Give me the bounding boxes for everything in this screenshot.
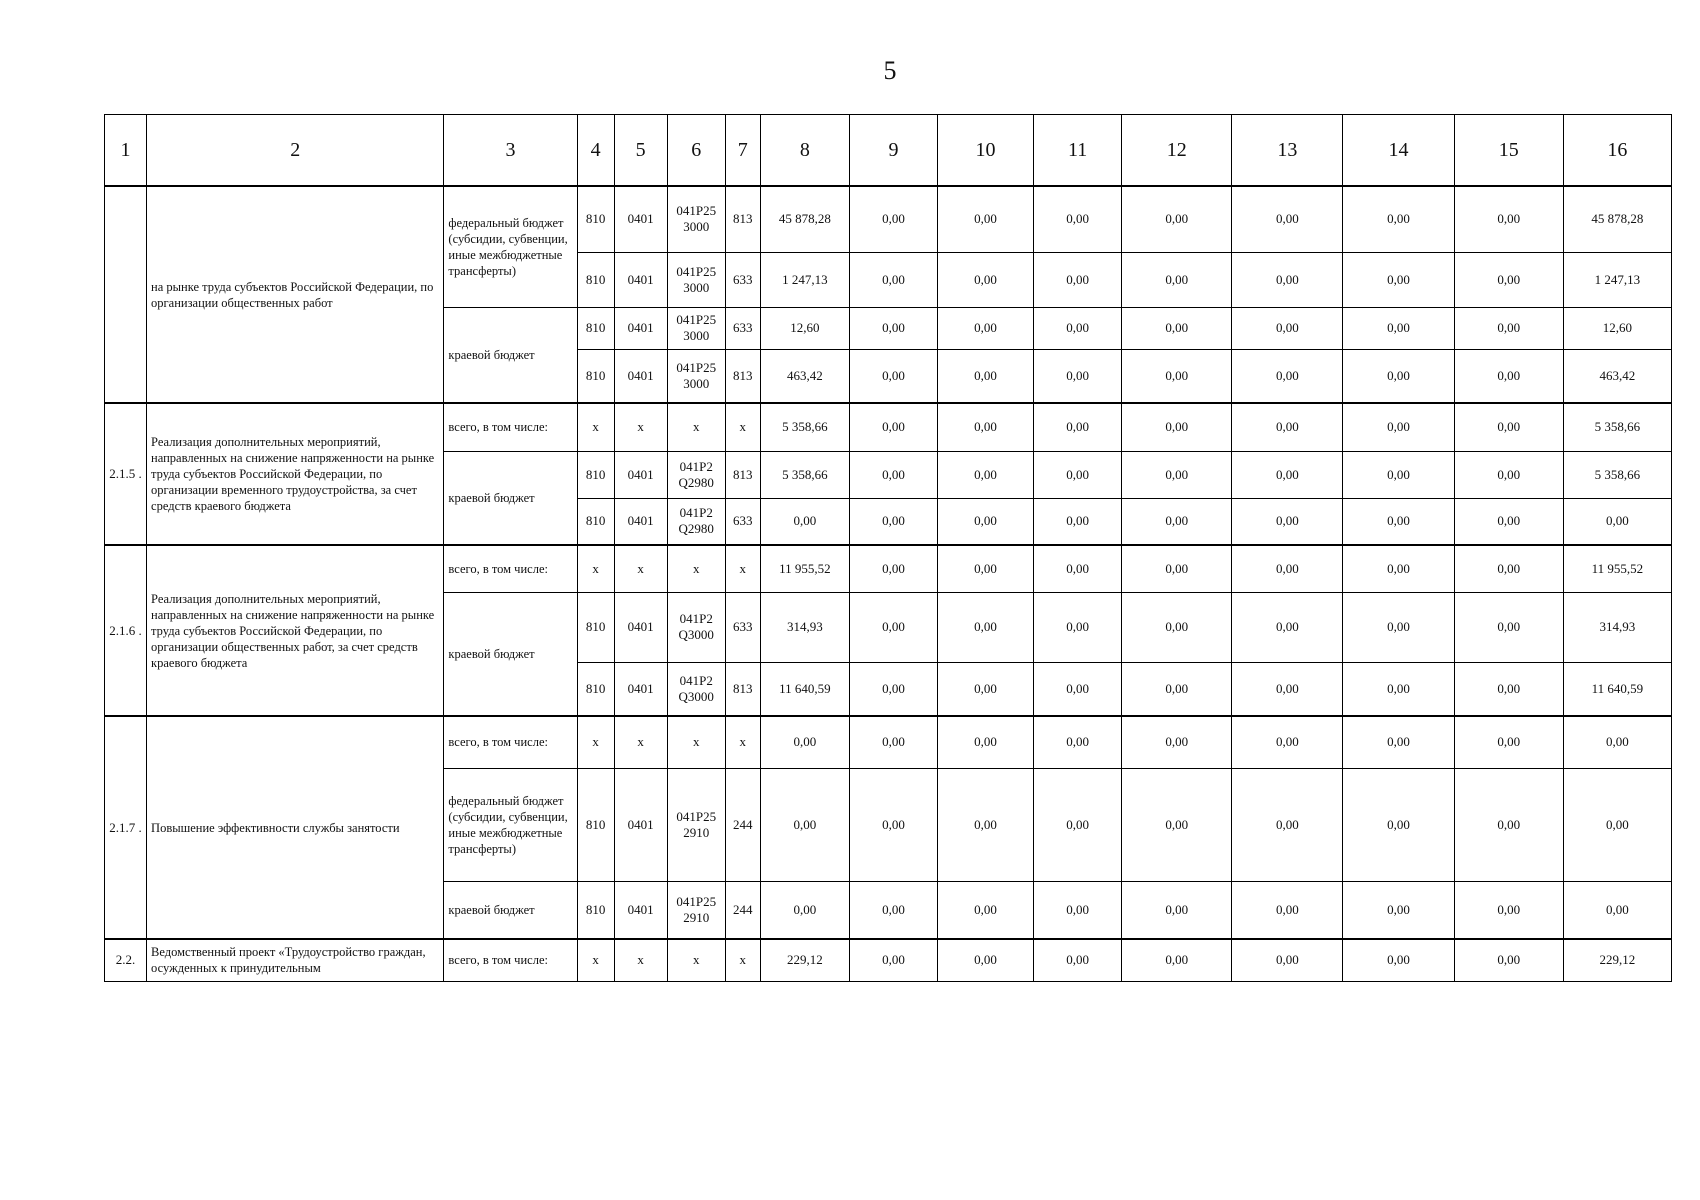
item-name: Реализация дополнительных мероприятий, направленных на снижение напряженности на рынке труда субъектов Российской Федерации, по организации общественных работ, за счет средств краевого бюджета — [147, 545, 444, 716]
amount-cell: 0,00 — [1122, 403, 1232, 451]
budget-code-5: x — [614, 716, 667, 768]
amount-cell: 0,00 — [1232, 939, 1343, 981]
amount-cell: 0,00 — [1034, 662, 1122, 716]
amount-cell: 0,00 — [1343, 252, 1454, 307]
amount-cell: 0,00 — [1343, 939, 1454, 981]
amount-cell: 0,00 — [1343, 349, 1454, 403]
amount-cell: 0,00 — [1232, 252, 1343, 307]
budget-code-4: 810 — [577, 307, 614, 349]
amount-cell: 11 955,52 — [760, 545, 849, 592]
amount-cell: 0,00 — [1343, 403, 1454, 451]
funding-source: краевой бюджет — [444, 881, 577, 939]
column-header: 5 — [614, 115, 667, 187]
item-name: Повышение эффективности службы занятости — [147, 716, 444, 939]
budget-code-5: 0401 — [614, 592, 667, 662]
budget-code-5: 0401 — [614, 498, 667, 545]
amount-cell: 0,00 — [1454, 403, 1563, 451]
amount-cell: 0,00 — [1343, 186, 1454, 252]
budget-code-6: x — [667, 403, 725, 451]
amount-cell: 0,00 — [1232, 592, 1343, 662]
amount-cell: 0,00 — [1232, 545, 1343, 592]
amount-cell: 0,00 — [1232, 498, 1343, 545]
budget-code-6: x — [667, 939, 725, 981]
amount-cell: 5 358,66 — [760, 403, 849, 451]
item-number: 2.1.5 . — [105, 403, 147, 545]
amount-cell: 0,00 — [1343, 545, 1454, 592]
amount-cell: 0,00 — [1343, 592, 1454, 662]
column-header: 11 — [1034, 115, 1122, 187]
amount-cell: 0,00 — [760, 881, 849, 939]
amount-cell: 11 955,52 — [1563, 545, 1671, 592]
item-number: 2.1.7 . — [105, 716, 147, 939]
item-name: на рынке труда субъектов Российской Федерации, по организации общественных работ — [147, 186, 444, 403]
column-header: 1 — [105, 115, 147, 187]
amount-cell: 0,00 — [1232, 349, 1343, 403]
budget-code-5: 0401 — [614, 186, 667, 252]
amount-cell: 0,00 — [1454, 768, 1563, 881]
amount-cell: 45 878,28 — [1563, 186, 1671, 252]
amount-cell: 0,00 — [849, 768, 937, 881]
budget-code-7: 633 — [725, 498, 760, 545]
budget-code-5: 0401 — [614, 662, 667, 716]
amount-cell: 0,00 — [849, 451, 937, 498]
column-header: 7 — [725, 115, 760, 187]
amount-cell: 0,00 — [938, 403, 1034, 451]
table-body — [105, 115, 1672, 982]
amount-cell: 0,00 — [1343, 451, 1454, 498]
amount-cell: 0,00 — [1454, 307, 1563, 349]
amount-cell: 0,00 — [1454, 451, 1563, 498]
amount-cell: 0,00 — [760, 716, 849, 768]
amount-cell: 0,00 — [1034, 716, 1122, 768]
budget-code-7: 813 — [725, 349, 760, 403]
amount-cell: 0,00 — [938, 881, 1034, 939]
amount-cell: 0,00 — [849, 403, 937, 451]
amount-cell: 11 640,59 — [760, 662, 849, 716]
column-header: 6 — [667, 115, 725, 187]
funding-source: всего, в том числе: — [444, 939, 577, 981]
amount-cell: 0,00 — [1034, 498, 1122, 545]
amount-cell: 0,00 — [1563, 716, 1671, 768]
column-header: 2 — [147, 115, 444, 187]
amount-cell: 0,00 — [1563, 881, 1671, 939]
amount-cell: 5 358,66 — [1563, 451, 1671, 498]
amount-cell: 0,00 — [1034, 403, 1122, 451]
amount-cell: 0,00 — [1122, 662, 1232, 716]
amount-cell: 314,93 — [1563, 592, 1671, 662]
amount-cell: 0,00 — [1034, 451, 1122, 498]
column-header: 10 — [938, 115, 1034, 187]
funding-source: краевой бюджет — [444, 307, 577, 403]
amount-cell: 0,00 — [1232, 186, 1343, 252]
amount-cell: 0,00 — [1343, 662, 1454, 716]
budget-code-6: 041P25 3000 — [667, 307, 725, 349]
amount-cell: 1 247,13 — [1563, 252, 1671, 307]
amount-cell: 0,00 — [1122, 545, 1232, 592]
item-name: Ведомственный проект «Трудоустройство граждан, осужденных к принудительным — [147, 939, 444, 981]
budget-code-4: x — [577, 716, 614, 768]
amount-cell: 0,00 — [1034, 252, 1122, 307]
budget-code-7: 244 — [725, 768, 760, 881]
amount-cell: 11 640,59 — [1563, 662, 1671, 716]
item-number: 2.2. — [105, 939, 147, 981]
budget-table — [104, 114, 1672, 982]
amount-cell: 0,00 — [938, 307, 1034, 349]
amount-cell: 0,00 — [849, 545, 937, 592]
amount-cell: 0,00 — [938, 349, 1034, 403]
funding-source: всего, в том числе: — [444, 716, 577, 768]
amount-cell: 0,00 — [1232, 662, 1343, 716]
budget-code-6: x — [667, 545, 725, 592]
amount-cell: 0,00 — [1232, 881, 1343, 939]
funding-source: федеральный бюджет (субсидии, субвенции, иные межбюджетные трансферты) — [444, 186, 577, 307]
budget-code-4: 810 — [577, 662, 614, 716]
amount-cell: 0,00 — [1034, 768, 1122, 881]
budget-code-7: 633 — [725, 307, 760, 349]
column-header: 14 — [1343, 115, 1454, 187]
budget-code-5: 0401 — [614, 252, 667, 307]
amount-cell: 0,00 — [1034, 186, 1122, 252]
amount-cell: 0,00 — [849, 662, 937, 716]
budget-code-7: x — [725, 939, 760, 981]
column-header: 9 — [849, 115, 937, 187]
budget-code-5: 0401 — [614, 451, 667, 498]
amount-cell: 0,00 — [849, 716, 937, 768]
amount-cell: 314,93 — [760, 592, 849, 662]
budget-code-6: x — [667, 716, 725, 768]
budget-code-7: 633 — [725, 592, 760, 662]
amount-cell: 0,00 — [1122, 307, 1232, 349]
budget-code-7: 813 — [725, 451, 760, 498]
column-header: 4 — [577, 115, 614, 187]
amount-cell: 0,00 — [1122, 592, 1232, 662]
amount-cell: 0,00 — [1454, 592, 1563, 662]
amount-cell: 0,00 — [849, 592, 937, 662]
amount-cell: 0,00 — [938, 451, 1034, 498]
funding-source: краевой бюджет — [444, 592, 577, 716]
budget-code-6: 041P2 Q3000 — [667, 592, 725, 662]
budget-code-7: 813 — [725, 186, 760, 252]
amount-cell: 0,00 — [1563, 498, 1671, 545]
amount-cell: 0,00 — [1034, 307, 1122, 349]
amount-cell: 0,00 — [1563, 768, 1671, 881]
amount-cell: 0,00 — [1232, 768, 1343, 881]
total-row — [105, 716, 1672, 768]
amount-cell: 0,00 — [1232, 716, 1343, 768]
amount-cell: 0,00 — [1454, 186, 1563, 252]
budget-code-4: 810 — [577, 252, 614, 307]
amount-cell: 0,00 — [1343, 768, 1454, 881]
budget-code-6: 041P25 2910 — [667, 881, 725, 939]
page-number: 5 — [883, 56, 897, 85]
budget-code-4: 810 — [577, 349, 614, 403]
budget-code-4: 810 — [577, 768, 614, 881]
budget-code-4: x — [577, 403, 614, 451]
amount-cell: 0,00 — [1122, 349, 1232, 403]
amount-cell: 0,00 — [849, 939, 937, 981]
budget-code-5: x — [614, 939, 667, 981]
item-number: 2.1.6 . — [105, 545, 147, 716]
amount-cell: 0,00 — [1454, 662, 1563, 716]
amount-cell: 229,12 — [1563, 939, 1671, 981]
amount-cell: 5 358,66 — [1563, 403, 1671, 451]
amount-cell: 0,00 — [1454, 939, 1563, 981]
amount-cell: 0,00 — [1122, 451, 1232, 498]
amount-cell: 0,00 — [1232, 403, 1343, 451]
budget-code-5: 0401 — [614, 307, 667, 349]
amount-cell: 0,00 — [1034, 545, 1122, 592]
amount-cell: 0,00 — [849, 498, 937, 545]
amount-cell: 12,60 — [760, 307, 849, 349]
amount-cell: 0,00 — [1122, 498, 1232, 545]
amount-cell: 0,00 — [849, 881, 937, 939]
budget-code-7: 244 — [725, 881, 760, 939]
budget-code-7: x — [725, 403, 760, 451]
amount-cell: 0,00 — [760, 768, 849, 881]
budget-code-5: x — [614, 545, 667, 592]
funding-source: федеральный бюджет (субсидии, субвенции, иные межбюджетные трансферты) — [444, 768, 577, 881]
budget-code-6: 041P25 3000 — [667, 252, 725, 307]
amount-cell: 0,00 — [760, 498, 849, 545]
amount-cell: 0,00 — [1454, 252, 1563, 307]
budget-code-4: 810 — [577, 186, 614, 252]
amount-cell: 229,12 — [760, 939, 849, 981]
funding-source: всего, в том числе: — [444, 403, 577, 451]
amount-cell: 0,00 — [1122, 186, 1232, 252]
budget-code-4: 810 — [577, 592, 614, 662]
budget-code-4: 810 — [577, 451, 614, 498]
budget-code-6: 041P2 Q2980 — [667, 498, 725, 545]
amount-cell: 1 247,13 — [760, 252, 849, 307]
budget-code-6: 041P2 Q3000 — [667, 662, 725, 716]
item-name: Реализация дополнительных мероприятий, направленных на снижение напряженности на рынке труда субъектов Российской Федерации, по организации временного трудоустройства, за счет средств краевого бюджета — [147, 403, 444, 545]
amount-cell: 0,00 — [938, 545, 1034, 592]
amount-cell: 0,00 — [1122, 881, 1232, 939]
amount-cell: 0,00 — [938, 186, 1034, 252]
amount-cell: 0,00 — [1034, 939, 1122, 981]
amount-cell: 0,00 — [1454, 498, 1563, 545]
amount-cell: 0,00 — [849, 349, 937, 403]
amount-cell: 0,00 — [1034, 592, 1122, 662]
column-header: 16 — [1563, 115, 1671, 187]
amount-cell: 0,00 — [1343, 881, 1454, 939]
amount-cell: 0,00 — [938, 498, 1034, 545]
budget-code-6: 041P2 Q2980 — [667, 451, 725, 498]
budget-code-5: x — [614, 403, 667, 451]
budget-code-6: 041P25 3000 — [667, 186, 725, 252]
amount-cell: 0,00 — [1454, 716, 1563, 768]
item-number — [105, 186, 147, 403]
total-row — [105, 403, 1672, 451]
budget-code-5: 0401 — [614, 349, 667, 403]
amount-cell: 0,00 — [1343, 498, 1454, 545]
amount-cell: 0,00 — [1454, 545, 1563, 592]
total-row — [105, 545, 1672, 592]
header-row — [105, 115, 1672, 187]
budget-code-6: 041P25 3000 — [667, 349, 725, 403]
amount-cell: 463,42 — [760, 349, 849, 403]
budget-code-4: x — [577, 939, 614, 981]
budget-code-6: 041P25 2910 — [667, 768, 725, 881]
amount-cell: 0,00 — [1122, 716, 1232, 768]
budget-code-7: 813 — [725, 662, 760, 716]
amount-cell: 0,00 — [1232, 451, 1343, 498]
column-header: 8 — [760, 115, 849, 187]
amount-cell: 0,00 — [1343, 307, 1454, 349]
amount-cell: 5 358,66 — [760, 451, 849, 498]
amount-cell: 45 878,28 — [760, 186, 849, 252]
budget-code-4: 810 — [577, 881, 614, 939]
funding-source: всего, в том числе: — [444, 545, 577, 592]
amount-cell: 0,00 — [938, 768, 1034, 881]
budget-code-4: x — [577, 545, 614, 592]
amount-cell: 0,00 — [938, 592, 1034, 662]
budget-code-7: x — [725, 716, 760, 768]
amount-cell: 0,00 — [849, 186, 937, 252]
amount-cell: 0,00 — [1034, 349, 1122, 403]
amount-cell: 0,00 — [1122, 939, 1232, 981]
budget-code-4: 810 — [577, 498, 614, 545]
amount-cell: 463,42 — [1563, 349, 1671, 403]
amount-cell: 0,00 — [1122, 768, 1232, 881]
amount-cell: 0,00 — [1454, 349, 1563, 403]
amount-cell: 0,00 — [849, 307, 937, 349]
column-header: 12 — [1122, 115, 1232, 187]
amount-cell: 0,00 — [1343, 716, 1454, 768]
table-row — [105, 186, 1672, 252]
amount-cell: 0,00 — [938, 716, 1034, 768]
amount-cell: 0,00 — [1122, 252, 1232, 307]
column-header: 3 — [444, 115, 577, 187]
budget-code-5: 0401 — [614, 881, 667, 939]
amount-cell: 0,00 — [938, 662, 1034, 716]
total-row — [105, 939, 1672, 981]
amount-cell: 0,00 — [1034, 881, 1122, 939]
budget-code-7: 633 — [725, 252, 760, 307]
column-header: 15 — [1454, 115, 1563, 187]
amount-cell: 0,00 — [938, 252, 1034, 307]
column-header: 13 — [1232, 115, 1343, 187]
amount-cell: 0,00 — [849, 252, 937, 307]
amount-cell: 0,00 — [1454, 881, 1563, 939]
amount-cell: 0,00 — [938, 939, 1034, 981]
funding-source: краевой бюджет — [444, 451, 577, 545]
amount-cell: 12,60 — [1563, 307, 1671, 349]
budget-code-7: x — [725, 545, 760, 592]
amount-cell: 0,00 — [1232, 307, 1343, 349]
budget-code-5: 0401 — [614, 768, 667, 881]
